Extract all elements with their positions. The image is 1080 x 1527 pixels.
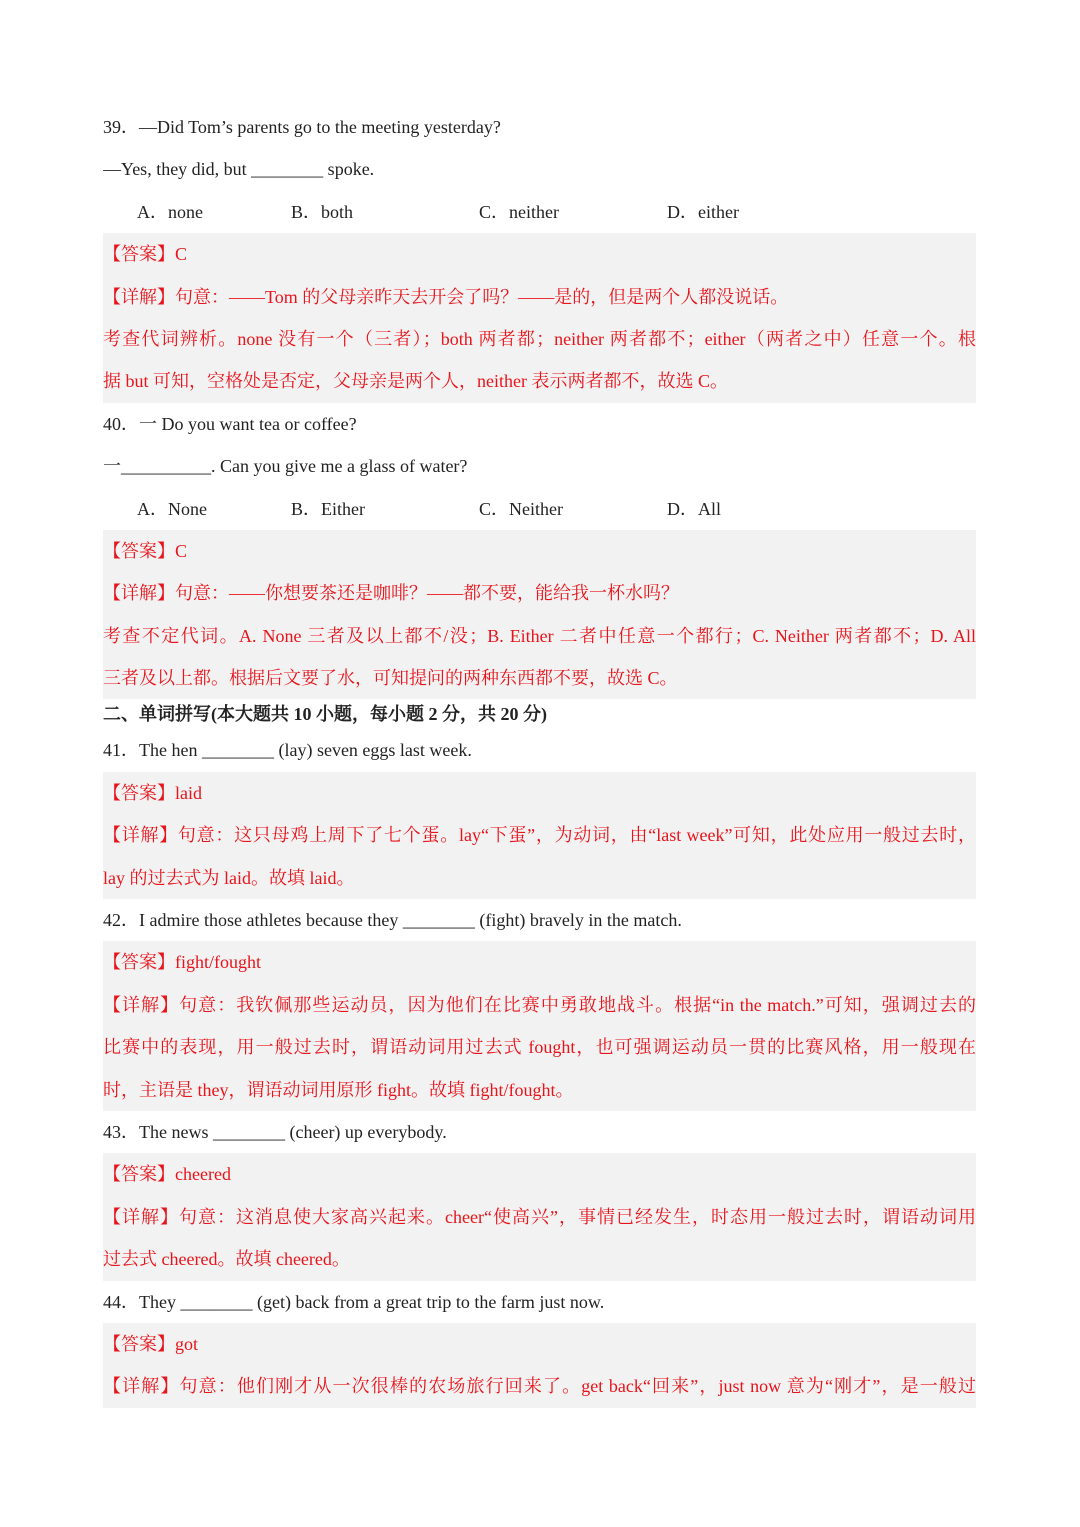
answer-line: 【答案】C [103, 540, 188, 561]
question-41 [103, 729, 976, 899]
explanation-line: 三者及以上都。根据后文要了水，可知提问的两种东西都不要，故选 C。 [103, 668, 678, 689]
question-43 [103, 1111, 976, 1281]
option-d: D．All [667, 498, 721, 519]
explanation-line: 【详解】句意：——Tom 的父母亲昨天去开会了吗？——是的，但是两个人都没说话。 [103, 286, 789, 307]
question-40 [103, 403, 976, 700]
question-39 [103, 106, 976, 403]
section-heading: 二、单词拼写(本大题共 10 小题，每小题 2 分，共 20 分) [103, 704, 547, 725]
question-stem: 39．—Did Tom’s parents go to the meeting yesterday? [103, 117, 501, 137]
answer-box [103, 1323, 976, 1408]
explanation-line: 比赛中的表现，用一般过去时，谓语动词用过去式 fought，也可强调运动员一贯的比赛风格，用一般现在 [103, 1037, 976, 1058]
question-42 [103, 899, 976, 1111]
explanation-line: 【详解】句意：这只母鸡上周下了七个蛋。lay“下蛋”，为动词，由“last week”可知，此处应用一般过去时， [103, 825, 976, 846]
question-stem: 43．The news ________ (cheer) up everybody. [103, 1121, 447, 1142]
question-blank-line: 一__________. Can you give me a glass of water? [103, 456, 468, 477]
document-page [103, 106, 976, 1408]
question-44 [103, 1281, 976, 1408]
answer-line: 【答案】laid [103, 782, 202, 803]
answer-box [103, 772, 976, 899]
explanation-line: 【详解】句意：他们刚才从一次很棒的农场旅行回来了。get back“回来”，just now 意为“刚才”，是一般过 [103, 1376, 976, 1397]
option-c: C．neither [479, 201, 559, 222]
answer-line: 【答案】cheered [103, 1164, 231, 1185]
explanation-line: lay 的过去式为 laid。故填 laid。 [103, 867, 355, 888]
options-row [103, 488, 976, 530]
answer-line: 【答案】fight/fought [103, 952, 261, 973]
option-b: B．Either [291, 498, 365, 519]
answer-line: 【答案】got [103, 1333, 199, 1354]
option-c: C．Neither [479, 498, 563, 519]
explanation-line: 据 but 可知，空格处是否定，父母亲是两个人，neither 表示两者都不，故选 C。 [103, 371, 728, 392]
explanation-line: 过去式 cheered。故填 cheered。 [103, 1249, 350, 1270]
explanation-line: 【详解】句意：——你想要茶还是咖啡？——都不要，能给我一杯水吗？ [103, 583, 679, 604]
options-row [103, 191, 976, 233]
answer-box [103, 1153, 976, 1280]
question-stem: 42．I admire those athletes because they ________ (fight) bravely in the match. [103, 910, 682, 931]
answer-line: 【答案】C [103, 244, 188, 265]
explanation-line: 【详解】句意：这消息使大家高兴起来。cheer“使高兴”，事情已经发生，时态用一般过去时，谓语动词用 [103, 1206, 976, 1227]
answer-box [103, 530, 976, 700]
question-stem: 44．They ________ (get) back from a great trip to the farm just now. [103, 1291, 605, 1312]
option-d: D．either [667, 201, 739, 222]
explanation-line: 【详解】句意：我钦佩那些运动员，因为他们在比赛中勇敢地战斗。根据“in the match.”可知，强调过去的 [103, 994, 976, 1015]
option-a: A．none [137, 201, 203, 222]
answer-box [103, 233, 976, 403]
option-a: A．None [137, 498, 207, 519]
explanation-line: 时，主语是 they，谓语动词用原形 fight。故填 fight/fought。 [103, 1079, 574, 1100]
question-blank-line: —Yes, they did, but ________ spoke. [103, 159, 375, 180]
question-stem: 40．一 Do you want tea or coffee? [103, 413, 357, 434]
explanation-line: 考查不定代词。A. None 三者及以上都不/没；B. Either 二者中任意一个都行；C. Neither 两者都不；D. All [103, 625, 976, 646]
option-b: B．both [291, 201, 354, 222]
explanation-line: 考查代词辨析。none 没有一个（三者）；both 两者都；neither 两者都不；either（两者之中）任意一个。根 [103, 328, 976, 349]
answer-box [103, 941, 976, 1111]
question-stem: 41．The hen ________ (lay) seven eggs last week. [103, 740, 472, 761]
